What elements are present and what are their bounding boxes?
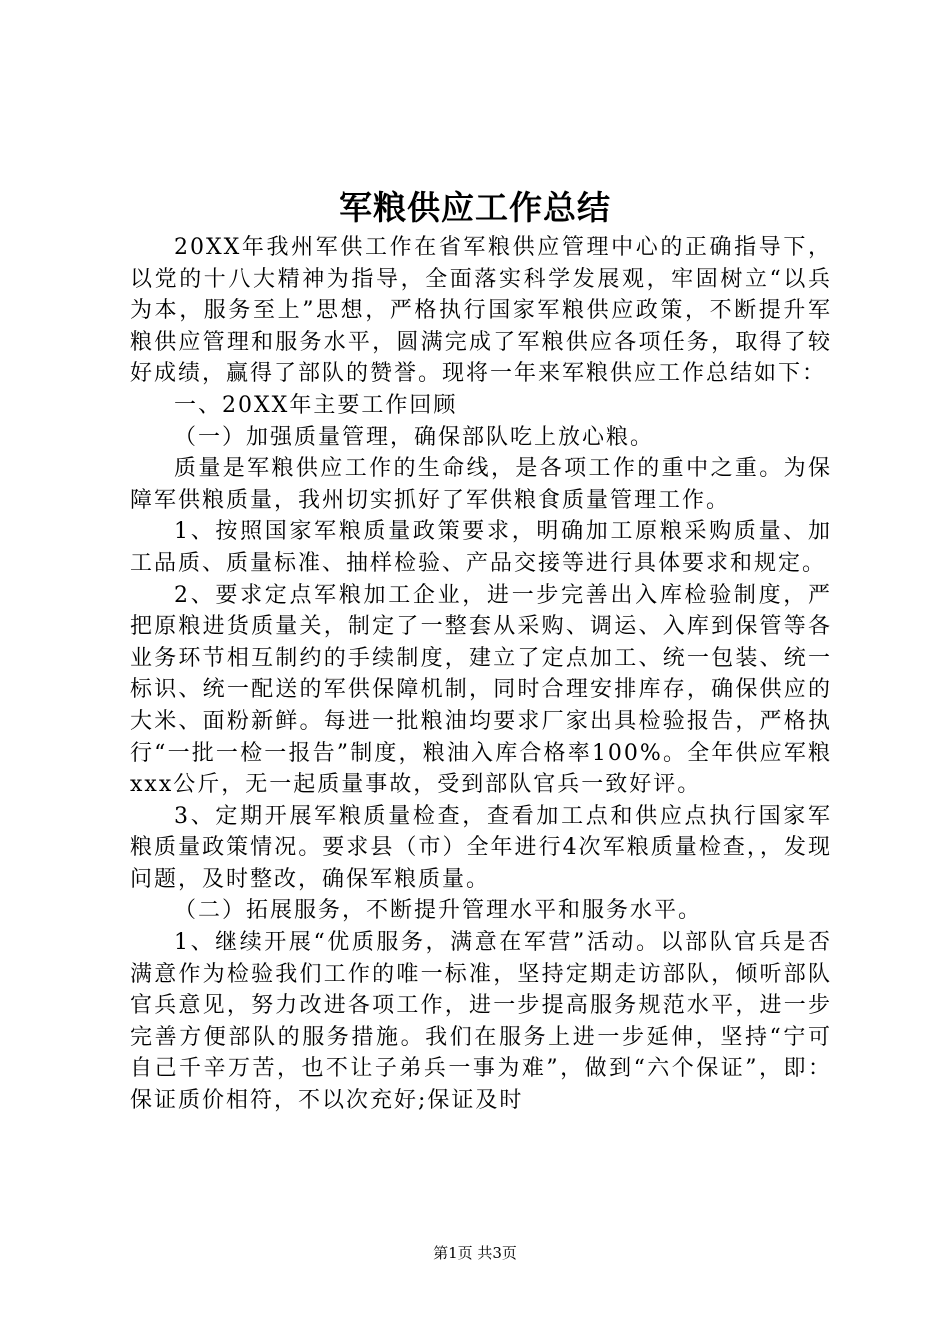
subsection-heading-1: （一）加强质量管理，确保部队吃上放心粮。	[174, 424, 655, 450]
paragraph-intro: 20XX年我州军供工作在省军粮供应管理中心的正确指导下，以党的十八大精神为指导，全面落实科学发展观，牢固树立“以兵为本，服务至上”思想，严格执行国家军粮供应政策，不断提升军粮供应管理和服务水平，圆满完成了军粮供应各项任务，取得了较好成绩，赢得了部队的赞誉。现将一年来军粮供应工作总结如下：	[130, 235, 832, 387]
paragraph-service-1: 1、继续开展“优质服务，满意在军营”活动。以部队官兵是否满意作为检验我们工作的唯一标准，坚持定期走访部队，倾听部队官兵意见，努力改进各项工作，进一步提高服务规范水平，进一步完善方便部队的服务措施。我们在服务上进一步延伸，坚持“宁可自己千辛万苦，也不让子弟兵一事为难”，做到“六个保证”，即：保证质价相符，不以次充好;保证及时	[130, 930, 832, 1114]
subsection-heading-2: （二）拓展服务，不断提升管理水平和服务水平。	[174, 898, 703, 924]
section-heading-1: 一、20XX年主要工作回顾	[174, 392, 458, 418]
document-title: 军粮供应工作总结	[339, 188, 611, 227]
paragraph-item-3: 3、定期开展军粮质量检查，查看加工点和供应点执行国家军粮质量政策情况。要求县（市）全年进行4次军粮质量检查，，发现问题，及时整改，确保军粮质量。	[130, 803, 832, 892]
paragraph-quality: 质量是军粮供应工作的生命线，是各项工作的重中之重。为保障军供粮质量，我州切实抓好了军供粮食质量管理工作。	[130, 456, 832, 513]
document-body	[130, 232, 832, 1117]
paragraph-item-1: 1、按照国家军粮质量政策要求，明确加工原粮采购质量、加工品质、质量标准、抽样检验、产品交接等进行具体要求和规定。	[130, 519, 832, 576]
paragraph-item-2: 2、要求定点军粮加工企业，进一步完善出入库检验制度，严把原粮进货质量关，制定了一整套从采购、调运、入库到保管等各业务环节相互制约的手续制度，建立了定点加工、统一包装、统一标识、统一配送的军供保障机制，同时合理安排库存，确保供应的大米、面粉新鲜。每进一批粮油均要求厂家出具检验报告，严格执行“一批一检一报告”制度，粮油入库合格率100%。全年供应军粮xxx公斤，无一起质量事故，受到部队官兵一致好评。	[130, 582, 832, 798]
page-number-footer: 第1页 共3页	[433, 1244, 517, 1262]
